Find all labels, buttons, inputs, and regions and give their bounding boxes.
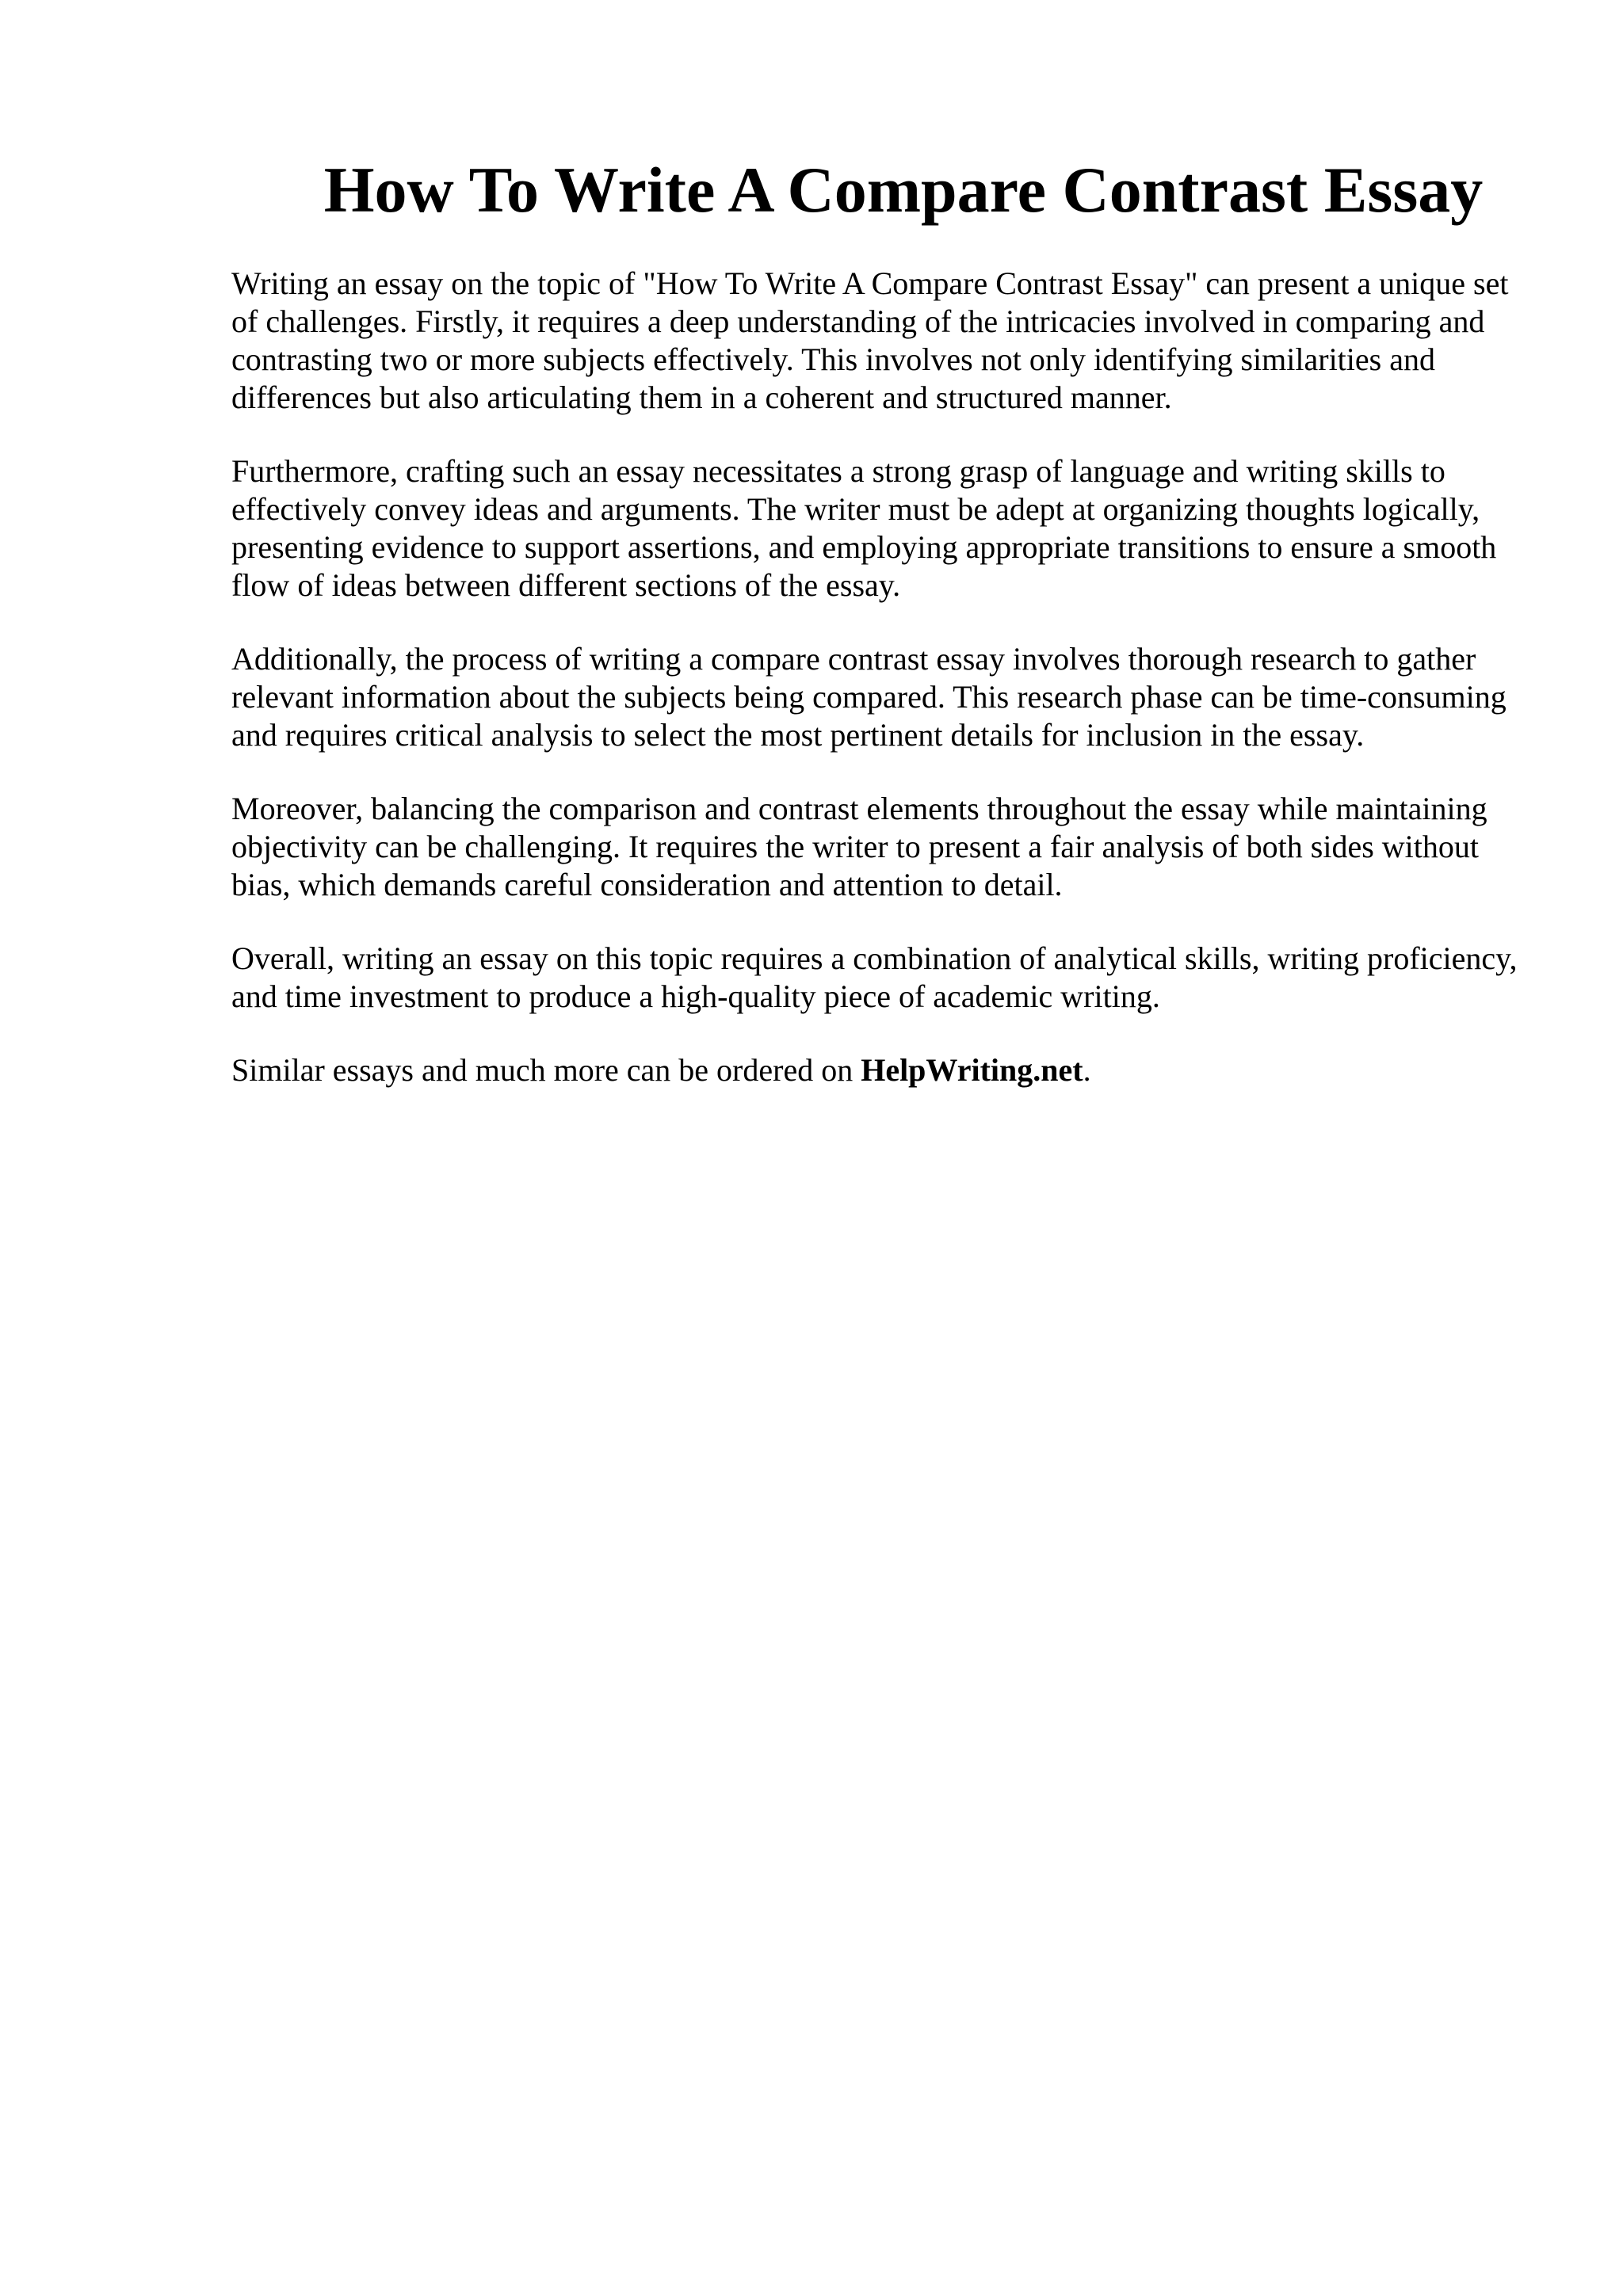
closing-suffix: . bbox=[1083, 1052, 1091, 1088]
document-title: How To Write A Compare Contrast Essay bbox=[323, 154, 1484, 226]
paragraph-3: Additionally, the process of writing a compare contrast essay involves thorough research to gather relevant information about the subjects being compared. This research phase can be time-consuming and requires critical analysis to select the most pertinent details for inclusion in the essay. bbox=[231, 641, 1507, 753]
brand-link[interactable]: HelpWriting.net bbox=[861, 1052, 1083, 1088]
paragraph-5: Overall, writing an essay on this topic requires a combination of analytical skills, writing proficiency, and time investment to produce a high-quality piece of academic writing. bbox=[231, 940, 1518, 1014]
paragraph-2: Furthermore, crafting such an essay necessitates a strong grasp of language and writing skills to effectively convey ideas and arguments. The writer must be adept at organizing thoughts logically, presenting evidence to support assertions, and employing appropriate transitions to ensure a smooth flow of ideas between different sections of the essay. bbox=[231, 453, 1497, 603]
document-body bbox=[231, 265, 1519, 1125]
closing-prefix: Similar essays and much more can be ordered on bbox=[231, 1052, 854, 1088]
paragraph-4: Moreover, balancing the comparison and contrast elements throughout the essay while maintaining objectivity can be challenging. It requires the writer to present a fair analysis of both sides without bias, which demands careful consideration and attention to detail. bbox=[231, 791, 1487, 902]
paragraph-1: Writing an essay on the topic of "How To Write A Compare Contrast Essay" can present a unique set of challenges. Firstly, it requires a deep understanding of the intricacies involved in comparing and contrasting two or more subjects effectively. This involves not only identifying similarities and differences but also articulating them in a coherent and structured manner. bbox=[231, 265, 1509, 415]
closing-line bbox=[231, 1051, 1519, 1089]
